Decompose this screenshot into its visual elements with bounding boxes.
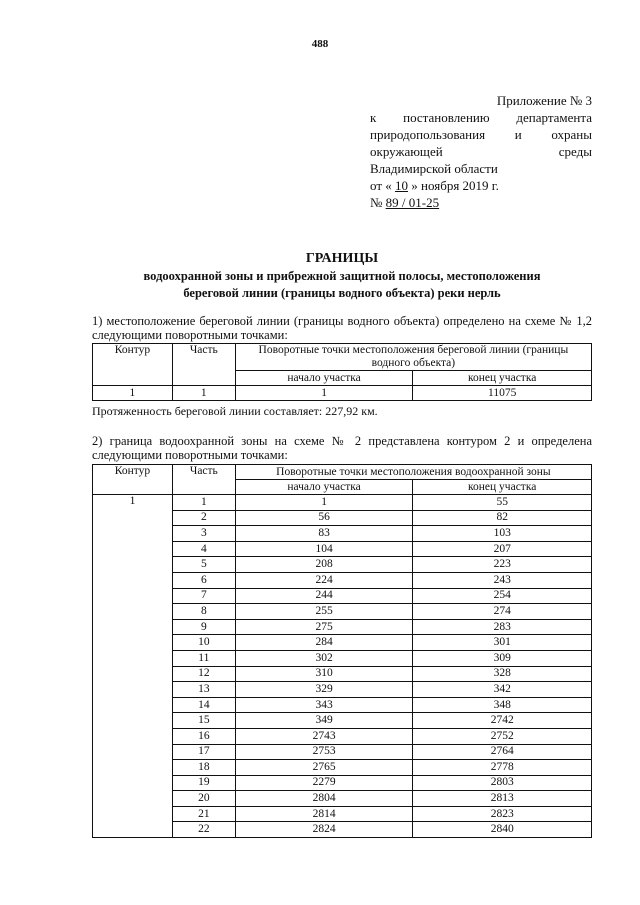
document-title: ГРАНИЦЫ bbox=[305, 251, 379, 266]
cell-part: 6 bbox=[172, 572, 235, 588]
header-contour: Контур bbox=[93, 465, 173, 495]
header-points: Поворотные точки местоположения береговой линии (границы водного объекта) bbox=[235, 344, 591, 371]
cell-part: 8 bbox=[172, 604, 235, 620]
cell-end: 55 bbox=[413, 495, 592, 511]
cell-end: 11075 bbox=[413, 386, 592, 401]
cell-start: 343 bbox=[235, 697, 413, 713]
cell-start: 224 bbox=[235, 572, 413, 588]
cell-part: 22 bbox=[172, 822, 235, 838]
annex-line: природопользования и охраны bbox=[370, 127, 592, 142]
cell-part: 12 bbox=[172, 666, 235, 682]
header-start: начало участка bbox=[235, 371, 413, 386]
cell-part: 17 bbox=[172, 744, 235, 760]
cell-part: 1 bbox=[172, 495, 235, 511]
cell-end: 2813 bbox=[413, 791, 592, 807]
cell-part: 2 bbox=[172, 510, 235, 526]
cell-end: 348 bbox=[413, 697, 592, 713]
cell-end: 223 bbox=[413, 557, 592, 573]
cell-part: 16 bbox=[172, 728, 235, 744]
shoreline-table bbox=[92, 343, 592, 401]
cell-start: 1 bbox=[235, 386, 413, 401]
cell-end: 2752 bbox=[413, 728, 592, 744]
annex-block bbox=[370, 92, 592, 211]
section2-text: 2) граница водоохранной зоны на схеме № 2 представлена контуром 2 и определена следующими поворотными точками: bbox=[92, 434, 592, 462]
cell-start: 2279 bbox=[235, 775, 413, 791]
cell-start: 244 bbox=[235, 588, 413, 604]
cell-part: 9 bbox=[172, 619, 235, 635]
cell-start: 349 bbox=[235, 713, 413, 729]
cell-part: 5 bbox=[172, 557, 235, 573]
cell-part: 11 bbox=[172, 650, 235, 666]
section1-text: 1) местоположение береговой линии (границы водного объекта) определено на схеме № 1,2 следующими поворотными точками: bbox=[92, 314, 592, 342]
cell-end: 2778 bbox=[413, 760, 592, 776]
cell-end: 301 bbox=[413, 635, 592, 651]
cell-start: 284 bbox=[235, 635, 413, 651]
cell-end: 103 bbox=[413, 526, 592, 542]
cell-part: 20 bbox=[172, 791, 235, 807]
cell-part: 3 bbox=[172, 526, 235, 542]
document-subtitle: водоохранной зоны и прибрежной защитной полосы, местоположения bbox=[143, 269, 541, 283]
cell-contour: 1 bbox=[93, 495, 173, 838]
cell-end: 243 bbox=[413, 572, 592, 588]
cell-part: 1 bbox=[172, 386, 235, 401]
annex-title: Приложение № 3 bbox=[496, 93, 592, 108]
number-value: 89 / 01-25 bbox=[385, 195, 440, 210]
cell-end: 283 bbox=[413, 619, 592, 635]
cell-end: 342 bbox=[413, 682, 592, 698]
document-subtitle: береговой линии (границы водного объекта) реки нерль bbox=[183, 286, 501, 300]
cell-start: 2753 bbox=[235, 744, 413, 760]
cell-start: 56 bbox=[235, 510, 413, 526]
date-day: 10 bbox=[395, 178, 409, 193]
shoreline-length: Протяженность береговой линии составляет: 227,92 км. bbox=[92, 404, 378, 418]
header-part: Часть bbox=[172, 344, 235, 386]
cell-start: 83 bbox=[235, 526, 413, 542]
cell-start: 2743 bbox=[235, 728, 413, 744]
cell-part: 18 bbox=[172, 760, 235, 776]
cell-start: 2765 bbox=[235, 760, 413, 776]
header-end: конец участка bbox=[413, 480, 592, 495]
cell-end: 2840 bbox=[413, 822, 592, 838]
cell-start: 2804 bbox=[235, 791, 413, 807]
cell-part: 15 bbox=[172, 713, 235, 729]
cell-start: 255 bbox=[235, 604, 413, 620]
cell-contour: 1 bbox=[93, 386, 173, 401]
cell-start: 208 bbox=[235, 557, 413, 573]
cell-end: 2803 bbox=[413, 775, 592, 791]
annex-line: окружающей среды bbox=[370, 144, 592, 159]
number-prefix: № bbox=[370, 195, 386, 210]
header-contour: Контур bbox=[93, 344, 173, 386]
cell-end: 254 bbox=[413, 588, 592, 604]
annex-line: к постановлению департамента bbox=[370, 110, 592, 125]
cell-start: 2814 bbox=[235, 806, 413, 822]
cell-end: 328 bbox=[413, 666, 592, 682]
cell-start: 2824 bbox=[235, 822, 413, 838]
header-start: начало участка bbox=[235, 480, 413, 495]
header-end: конец участка bbox=[413, 371, 592, 386]
cell-start: 1 bbox=[235, 495, 413, 511]
cell-start: 104 bbox=[235, 541, 413, 557]
cell-end: 274 bbox=[413, 604, 592, 620]
cell-start: 302 bbox=[235, 650, 413, 666]
page-number: 488 bbox=[311, 38, 329, 50]
cell-part: 10 bbox=[172, 635, 235, 651]
cell-end: 309 bbox=[413, 650, 592, 666]
cell-end: 82 bbox=[413, 510, 592, 526]
cell-end: 2764 bbox=[413, 744, 592, 760]
table-row bbox=[93, 495, 592, 511]
cell-start: 329 bbox=[235, 682, 413, 698]
header-part: Часть bbox=[172, 465, 235, 495]
annex-number bbox=[370, 194, 592, 211]
date-prefix: от « bbox=[370, 178, 396, 193]
cell-start: 275 bbox=[235, 619, 413, 635]
annex-date bbox=[370, 177, 592, 194]
annex-line: Владимирской области bbox=[370, 161, 498, 176]
cell-start: 310 bbox=[235, 666, 413, 682]
cell-end: 2742 bbox=[413, 713, 592, 729]
cell-part: 4 bbox=[172, 541, 235, 557]
date-suffix: » ноября 2019 г. bbox=[408, 178, 499, 193]
cell-end: 2823 bbox=[413, 806, 592, 822]
cell-part: 7 bbox=[172, 588, 235, 604]
cell-part: 19 bbox=[172, 775, 235, 791]
cell-part: 13 bbox=[172, 682, 235, 698]
heading-block bbox=[92, 250, 592, 302]
header-points: Поворотные точки местоположения водоохранной зоны bbox=[235, 465, 591, 480]
cell-part: 14 bbox=[172, 697, 235, 713]
water-protection-table bbox=[92, 464, 592, 838]
cell-part: 21 bbox=[172, 806, 235, 822]
cell-end: 207 bbox=[413, 541, 592, 557]
